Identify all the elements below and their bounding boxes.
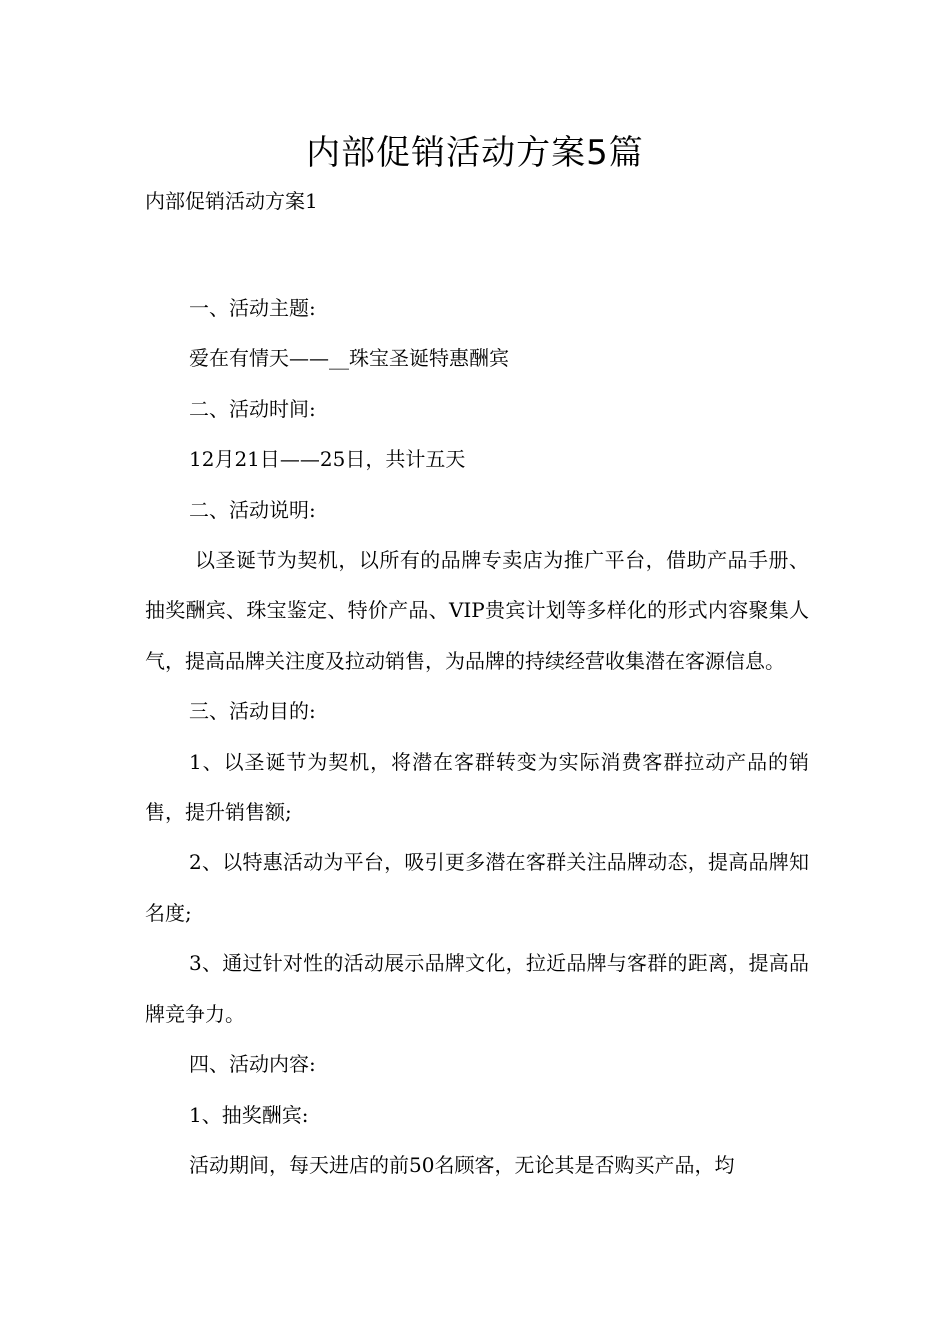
paragraph-lottery-heading: 1、抽奖酬宾: [189, 1102, 309, 1127]
document-body [145, 283, 809, 1190]
paragraph-content-heading: 四、活动内容: [189, 1052, 316, 1077]
document-subtitle: 内部促销活动方案1 [145, 189, 318, 213]
paragraph-description: 以圣诞节为契机，以所有的品牌专卖店为推广平台，借助产品手册、抽奖酬宾、珠宝鉴定、特价产品、VIP贵宾计划等多样化的形式内容聚集人气，提高品牌关注度及拉动销售，为品牌的持续经营收集潜在客源信息。 [145, 548, 809, 673]
document-title: 内部促销活动方案5篇 [306, 133, 644, 173]
paragraph-description-heading: 二、活动说明: [189, 497, 316, 522]
paragraph-purpose-2: 2、以特惠活动为平台，吸引更多潜在客群关注品牌动态，提高品牌知名度; [145, 850, 809, 925]
paragraph-time: 12月21日——25日，共计五天 [189, 447, 466, 472]
paragraph-lottery: 活动期间，每天进店的前50名顾客，无论其是否购买产品，均 [189, 1152, 735, 1177]
paragraph-theme: 爱在有情天——__珠宝圣诞特惠酬宾 [189, 346, 509, 371]
paragraph-purpose-heading: 三、活动目的: [189, 699, 316, 724]
paragraph-purpose-3: 3、通过针对性的活动展示品牌文化，拉近品牌与客群的距离，提高品牌竞争力。 [145, 951, 809, 1026]
paragraph-time-heading: 二、活动时间: [189, 396, 316, 421]
paragraph-purpose-1: 1、以圣诞节为契机，将潜在客群转变为实际消费客群拉动产品的销售，提升销售额; [145, 749, 809, 825]
paragraph-theme-heading: 一、活动主题: [189, 296, 316, 320]
